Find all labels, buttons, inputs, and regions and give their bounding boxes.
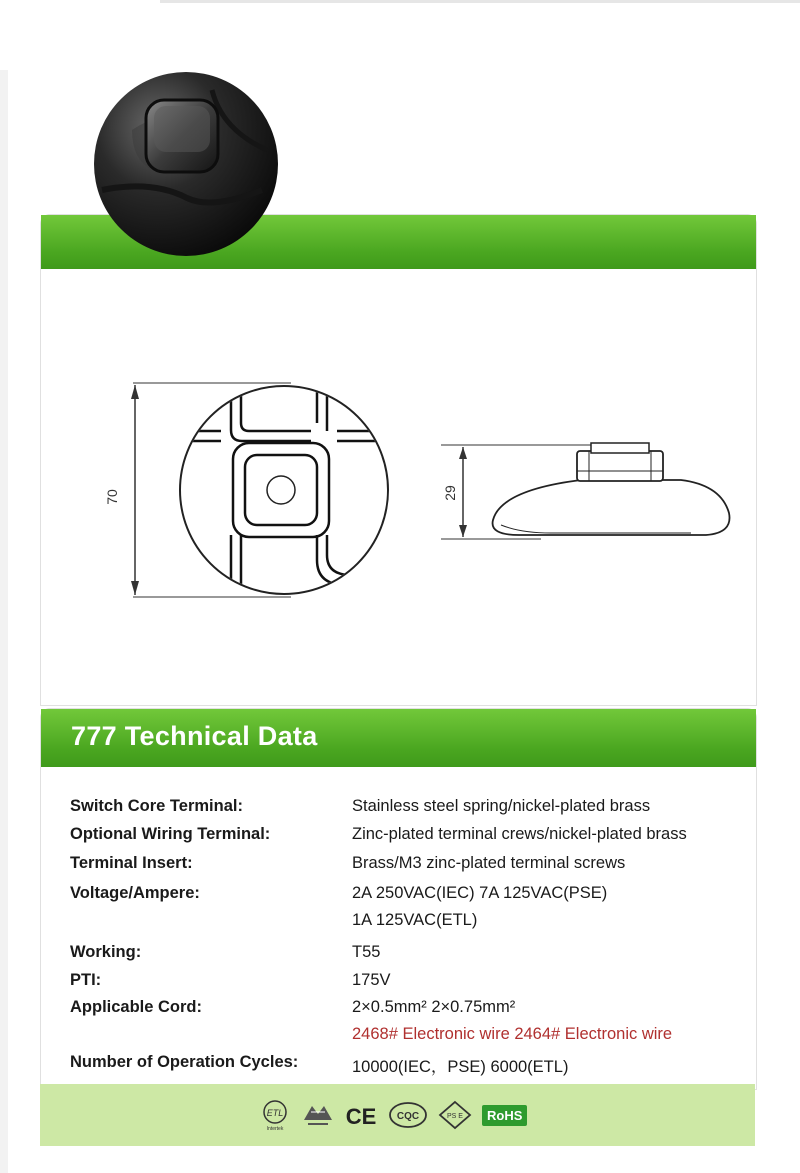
saa-logo-icon bbox=[302, 1102, 334, 1128]
left-strip bbox=[0, 70, 8, 1173]
cqc-logo-icon bbox=[388, 1101, 428, 1129]
ce-logo-icon bbox=[344, 1102, 378, 1128]
spec-label: Voltage/Ampere: bbox=[70, 884, 200, 902]
etl-logo-icon bbox=[258, 1098, 292, 1132]
drawing-panel bbox=[40, 214, 757, 706]
certification-logos bbox=[258, 1097, 527, 1133]
rohs-badge: RoHS bbox=[482, 1105, 527, 1126]
spec-value: 10000(IEC，PSE) 6000(ETL) bbox=[352, 1058, 569, 1076]
dimension-29: 29 bbox=[442, 485, 458, 501]
spec-label: Switch Core Terminal: bbox=[70, 797, 243, 815]
product-photo bbox=[92, 70, 280, 258]
spec-label: Applicable Cord: bbox=[70, 998, 203, 1016]
certification-footer bbox=[40, 1084, 755, 1146]
spec-value-line2: 2468# Electronic wire 2464# Electronic wire bbox=[352, 1025, 673, 1043]
ce-text: CE bbox=[345, 1104, 377, 1129]
spec-label: PTI: bbox=[70, 971, 102, 989]
technical-data-header bbox=[41, 709, 756, 767]
svg-text:ETL: ETL bbox=[266, 1108, 284, 1118]
spec-label: Working: bbox=[70, 943, 142, 961]
spec-value: 2×0.5mm² 2×0.75mm² bbox=[352, 998, 516, 1016]
pse-text: PS E bbox=[447, 1113, 463, 1120]
spec-value: 2A 250VAC(IEC) 7A 125VAC(PSE) bbox=[352, 884, 608, 902]
top-divider bbox=[160, 0, 800, 3]
spec-value: T55 bbox=[352, 943, 381, 961]
spec-value-line2: 1A 125VAC(ETL) bbox=[352, 911, 478, 929]
pse-logo-icon bbox=[438, 1100, 472, 1130]
spec-value: Zinc-plated terminal crews/nickel-plated brass bbox=[352, 825, 687, 843]
spec-label: Terminal Insert: bbox=[70, 854, 193, 872]
cqc-text: CQC bbox=[396, 1111, 420, 1122]
etl-sub-text: Intertek bbox=[266, 1126, 284, 1132]
dimension-drawing bbox=[104, 375, 741, 635]
spec-value: Stainless steel spring/nickel-plated brass bbox=[352, 797, 651, 815]
dimension-70: 70 bbox=[104, 489, 120, 505]
spec-label: Number of Operation Cycles: bbox=[70, 1053, 299, 1071]
spec-value: 175V bbox=[352, 971, 391, 989]
section-title: 777 Technical Data bbox=[71, 721, 318, 751]
spec-value: Brass/M3 zinc-plated terminal screws bbox=[352, 854, 626, 872]
spec-label: Optional Wiring Terminal: bbox=[70, 825, 271, 843]
